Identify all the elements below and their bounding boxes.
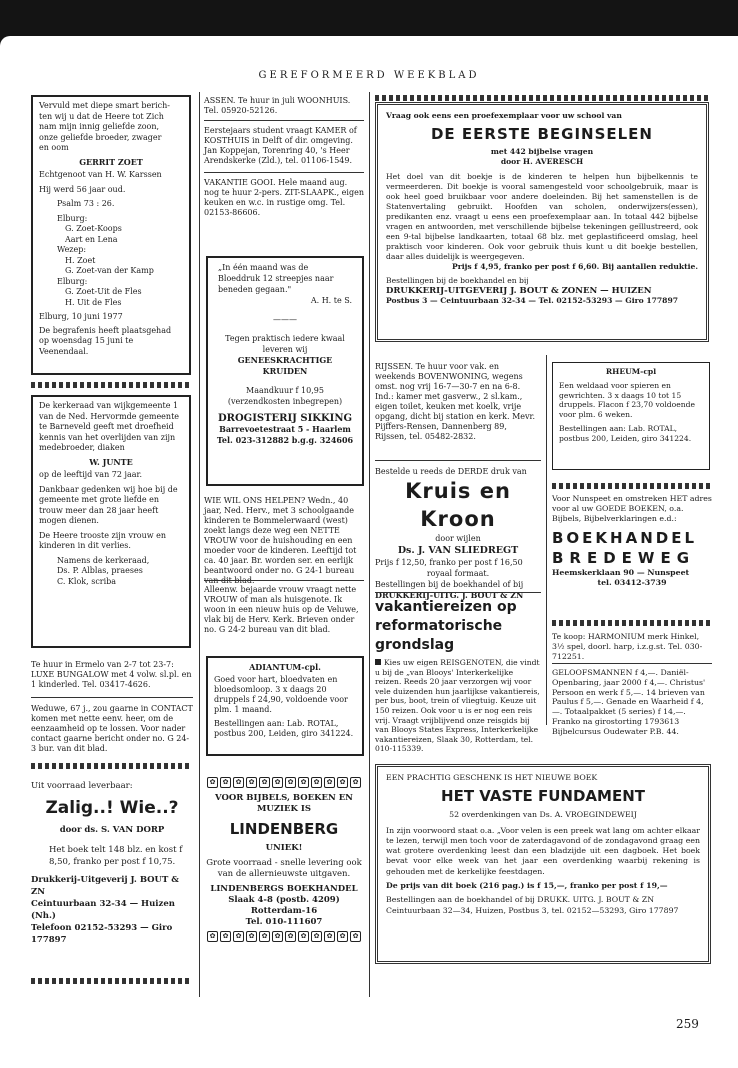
column-rule <box>546 355 547 725</box>
book-description: Het doel van dit boekje is de kinderen te helpen hun bijbelkennis te vermeerderen. Dit boekje is vooral samengesteld voor schoolgebruik, maar is ook heel goed bruikbaar voor andere doeleinden. Bij het samenstellen is de Statenvertaling gebruikt. Hoofden van scholen, onderwijzers(essen), predikanten enz. vraagt u eens een proefexemplaar aan. In totaal 442 bijbelse vragen en antwoorden, met verschillende bijbelse tekeningen geïllustreerd, ook een 9-tal bijbelse landkaarten, totaal 68 blz. met geplastificeerd omslag, heel praktisch voor kinderen. Ook voor gebruik thuis kunt u dit boekje bestellen, daar alles duidelijk is weergegeven. <box>386 172 698 261</box>
book-title: HET VASTE FUNDAMENT <box>441 787 645 806</box>
obituary-zoet <box>31 95 191 375</box>
psalm-line: Psalm 73 : 26. <box>57 199 115 208</box>
signoff-line: C. Klok, scriba <box>57 576 117 586</box>
format-line: royaal formaat. <box>426 569 490 578</box>
text-line: ten wij u dat de Heere tot Zich <box>39 111 164 121</box>
ad-boekhandel-bredeweg <box>552 494 712 588</box>
publisher-line: Drukkerij-Uitgeverij J. BOUT & ZN <box>31 875 179 897</box>
ad-student: Eerstejaars student vraagt KAMER of KOSTHUIS in Delft of dir. omgeving. Jan Koppejan, Torenring 40, 's Heer Arendskerke (Zld.), tel. 01106-1549. <box>204 126 357 165</box>
ad-lindenberg <box>204 777 364 942</box>
ad-divider <box>204 580 364 581</box>
ad-line: Tegen praktisch iedere kwaal <box>225 334 345 343</box>
ad-het-vaste-fundament <box>375 764 711 964</box>
ad-body-text: Kies uw eigen REISGENOTEN, die vindt u bij de „van Blooys' Interkerkelijke reizen. Reeds 20 jaar verzorgen wij voor vele duizenden hun jaarlijkse vakantiereis, per bus, boot, trein of vliegtuig. Keuze uit 150 reizen. Ook voor u is er nog een reis vrij. Vraagt vrijblijvend onze reisgids bij van Blooys States Express, Interkerkelijke vakantiereizen, Slaak 30, Rotterdam, tel. 010-115339. <box>375 658 540 754</box>
funeral-note: De begrafenis heeft plaatsgehad op woensdag 15 juni te Veenendaal. <box>39 325 172 356</box>
ad-eerste-beginselen <box>375 102 709 342</box>
ornament-divider <box>31 763 191 769</box>
family-member: Aart en Lena <box>65 234 118 244</box>
order-info: Bestellingen aan de boekhandel of bij DRUKK. UITG. J. BOUT & ZN Ceintuurbaan 32—34, Huizen, Postbus 3, tel. 02152—53293, Giro 177897 <box>386 895 679 915</box>
shop-phone: Tel. 023-312882 b.g.g. 324606 <box>216 435 354 445</box>
ad-alleenw: Alleenw. bejaarde vrouw vraagt nette VROUW of man als huisgenote. Ik woon in een nieuw huis op de Veluwe, vlak bij de Herv. Kerk. Brieven onder no. G 24-2 bureau van dit blad. <box>204 585 359 634</box>
ad-geloofsmannen: GELOOFSMANNEN f 4,—. Daniël-Openbaring, jaar 2000 f 4,—. Christus' Persoon en werk f 5,—. 14 brieven van Paulus f 5,—. Genade en Waarheid f 4,—. Totaalpakket (5 series) f 14,—. Franko na girostorting 1793613 Bijbelcursus Oudewater P.B. 44. <box>552 668 706 736</box>
shop-name: BREDEWEG <box>552 549 696 567</box>
shop-name: DROGISTERIJ SIKKING <box>217 413 353 424</box>
column-rule <box>369 92 370 997</box>
scan-page-edge <box>0 36 738 52</box>
family-member: H. Uit de Fles <box>65 297 122 307</box>
text-line: nam mijn innig geliefde zoon, <box>39 122 160 131</box>
text-line: Vervuld met diepe smart berich- <box>39 101 171 110</box>
deceased-name: W. JUNTE <box>89 456 133 467</box>
text-line: en oom <box>39 143 69 152</box>
book-subtitle: met 442 bijbelse vragen <box>490 147 594 156</box>
shop-phone: tel. 03412-3739 <box>597 578 667 587</box>
running-head: GEREFORMEERD WEEKBLAD <box>258 70 480 81</box>
ad-headline: vakantiereizen op reformatorische grondslag <box>375 599 517 653</box>
ad-body <box>375 658 541 754</box>
ad-vakantie-gooi: VAKANTIE GOOI. Hele maand aug. nog te huur 2-pers. ZIT-SLAAPK., eigen keuken en w.c. in rustige omg. Tel. 02153-86606. <box>204 178 364 217</box>
ad-divider <box>552 663 712 664</box>
publisher-contact: Postbus 3 — Ceintuurbaan 32-34 — Tel. 02152-53293 — Giro 177897 <box>386 296 679 305</box>
price-line: Maandkuur f 10,95 <box>246 386 324 395</box>
ad-divider <box>375 460 541 461</box>
family-member: H. Zoet <box>65 255 96 265</box>
shop-phone: Tel. 010-111607 <box>245 917 323 927</box>
publisher-line: DRUKKERIJ-UITG. J. BOUT & ZN <box>375 590 524 600</box>
ad-rijssen: RIJSSEN. Te huur voor vak. en weekends BOVENWONING, wegens omst. nog vrij 16-7—30-7 en na 6-8. Ind.: kamer met gasverw., 2 sl.kam., eigen toilet, keuken met koelk, vrije opgang, dicht bij station en kerk. Mevr. Pijffers-Rensen, Dannenberg 89, Rijssen, tel. 05482-2832. <box>375 362 536 441</box>
ad-intro: Bestelde u reeds de DERDE druk van <box>375 467 527 476</box>
book-title: DE EERSTE BEGINSELEN <box>430 125 653 143</box>
family-member: G. Zoet-Koops <box>65 224 122 233</box>
publisher-line: DRUKKERIJ-UITGEVERIJ J. BOUT & ZONEN — HUIZEN <box>386 286 652 296</box>
book-ad-zalig <box>31 780 193 946</box>
ad-ermelo: Te huur in Ermelo van 2-7 tot 23-7: LUXE BUNGALOW met 4 volw. sl.pl. en 1 kinderled. Tel. 03417-4626. <box>31 660 192 689</box>
ad-line: leveren wij <box>262 345 308 354</box>
book-by: door wijlen <box>435 534 481 543</box>
book-intro: Uit voorraad leverbaar: <box>31 781 133 791</box>
price-line: De prijs van dit boek (216 pag.) is f 15,—, franko per post f 19,— <box>386 881 668 891</box>
ad-wie-wil-ons-helpen: WIE WIL ONS HELPEN? Wedn., 40 jaar, Ned. Herv., met 3 schoolgaande kinderen te Bommelerwaard (west) zoekt langs deze weg een NETTE VROUW voor de huishouding en een moeder voor de kinderen. Leeftijd tot ca. 40 jaar. Br. worden ser. en eerlijk beantwoord onder no. G 24-1 bureau van dit blad. <box>204 496 357 585</box>
rosette-border: ✿ ✿ ✿ ✿ ✿ ✿ ✿ ✿ ✿ ✿ ✿ ✿ <box>204 777 364 788</box>
price-note: (verzendkosten inbegrepen) <box>227 397 343 406</box>
publisher-line: Ceintuurbaan 32-34 — Huizen (Nh.) <box>31 899 175 921</box>
ad-intro: Voor Nunspeet en omstreken HET adres voor al uw GOEDE BOEKEN, o.a. Bijbels, Bijbelverklaringen e.d.: <box>552 494 712 523</box>
ornament-divider <box>552 620 710 626</box>
ad-rheum <box>552 362 710 470</box>
ad-intro: EEN PRACHTIG GESCHENK IS HET NIEUWE BOEK <box>386 773 598 782</box>
ad-divider <box>375 592 541 593</box>
brand-name: LINDENBERG <box>229 820 339 838</box>
quote-author: A. H. te S. <box>310 296 352 305</box>
bullet-icon <box>375 659 381 665</box>
age-line: op de leeftijd van 72 jaar. <box>39 470 142 479</box>
signoff-line: Namens de kerkeraad, <box>57 555 150 565</box>
ornament-divider <box>31 978 191 984</box>
family-place: Elburg: <box>57 213 88 223</box>
shop-address: Heemskerklaan 90 — Nunspeet <box>552 568 690 577</box>
quote-text: „In één maand was de Bloeddruk 12 streepjes naar beneden gegaan." <box>218 263 334 294</box>
family-member: G. Zoet-van der Kamp <box>65 266 154 275</box>
shop-address: Barrevoetestraat 5 - Haarlem <box>219 424 351 434</box>
thanks-text: Dankbaar gedenken wij hoe bij de gemeente met grote liefde en trouw meer dan 28 jaar heeft mogen dienen. <box>39 484 178 525</box>
family-member: G. Zoet-Uit de Fles <box>65 287 142 296</box>
ad-assen: ASSEN. Te huur in juli WOONHUIS. Tel. 05920-52126. <box>204 96 351 115</box>
ad-intro: Vraag ook eens een proefexemplaar voor uw school van <box>386 111 622 120</box>
shop-name: BOEKHANDEL <box>552 529 698 547</box>
price-line: Prijs f 4,95, franko per post f 6,60. Bij aantallen reduktie. <box>452 262 698 271</box>
ad-divider <box>204 172 364 173</box>
publisher-line: Telefoon 02152-53293 — Giro 177897 <box>31 923 173 945</box>
column-rule <box>199 92 200 997</box>
spouse-line: Echtgenoot van H. W. Karssen <box>39 170 162 179</box>
page-number: 259 <box>676 1017 699 1031</box>
ad-line: GENEESKRACHTIGE <box>237 355 333 365</box>
ad-harmonium: Te koop: HARMONIUM merk Hinkel, 3½ spel, doorl. harp, i.z.g.st. Tel. 030-712251. <box>552 632 703 661</box>
ornament-divider <box>31 382 191 388</box>
book-desc: Het boek telt 148 blz. en kost f 8,50, franko per post f 10,75. <box>49 845 183 867</box>
ad-vakantiereizen <box>375 598 541 754</box>
family-place: Wezep: <box>57 245 87 254</box>
order-line: Bestellingen bij de boekhandel en bij <box>386 276 529 285</box>
ad-drogisterij-sikking <box>206 256 364 486</box>
family-place: Elburg: <box>57 276 88 286</box>
book-author: door ds. S. VAN DORP <box>59 825 165 835</box>
deceased-name: GERRIT ZOET <box>79 156 143 167</box>
text-line: onze geliefde broeder, zwager <box>39 132 162 142</box>
book-author: Ds. J. VAN SLIEDREGT <box>397 545 519 556</box>
product-desc: Een weldaad voor spieren en gewrichten. 3 x daags 10 tot 15 druppels. Flacon f 23,70 voldoende voor plm. 6 weken. <box>559 380 695 420</box>
ornament-divider <box>552 483 710 489</box>
obituary-date: Elburg, 10 juni 1977 <box>39 312 123 321</box>
product-name: ADIANTUM-cpl. <box>249 662 321 672</box>
ad-weduwe: Weduwe, 67 j., zou gaarne in CONTACT komen met nette eenv. heer, om de eenzaamheid op te lossen. Voor nader contact gaarne bericht onder no. G 24-3 bur. van dit blad. <box>31 704 193 753</box>
headline: VOOR BIJBELS, BOEKEN EN <box>215 793 353 803</box>
book-author: door H. AVERESCH <box>500 157 584 166</box>
shop-address: Slaak 4-8 (postb. 4209) Rotterdam-16 <box>228 895 340 916</box>
ad-divider <box>31 697 193 698</box>
age-line: Hij werd 56 jaar oud. <box>39 184 126 194</box>
ornament-divider <box>375 95 709 101</box>
obituary-intro: De kerkeraad van wijkgemeente 1 van de Ned. Hervormde gemeente te Barneveld geeft met droefheid kennis van het overlijden van zijn medebroeder, diaken <box>39 401 180 452</box>
obituary-junte <box>31 395 191 648</box>
order-line: Bestellingen bij de boekhandel of bij <box>375 580 524 589</box>
book-subtitle: 52 overdenkingen van Ds. A. VROEGINDEWEIJ <box>449 810 637 820</box>
separator: ——— <box>273 315 297 324</box>
ad-text: Grote voorraad - snelle levering ook van de allernieuwste uitgaven. <box>206 858 362 879</box>
tagline: UNIEK! <box>265 843 303 853</box>
ad-adiantum <box>206 656 364 756</box>
ad-kruis-en-kroon <box>375 466 541 601</box>
order-info: Bestellingen aan: Lab. ROTAL, postbus 200, Leiden, giro 341224. <box>559 423 692 443</box>
book-description: In zijn voorwoord staat o.a. „Voor velen is een preek wat lang om achter elkaar te lezen, terwijl men toch voor de zaterdagavond of de zondagavond graag een wat grotere overdenking leest dan een bladzijde uit een dagboek. Het boek bevat voor elke week van het jaar een overdenking waarbij rekening is gehouden met de kerkelijke feestdagen. <box>386 825 700 876</box>
signoff-line: Ds. P. Alblas, praeses <box>57 566 143 575</box>
ad-line: KRUIDEN <box>262 366 308 376</box>
book-title: Zalig..! Wie..? <box>45 798 179 818</box>
product-name: RHEUM-cpl <box>605 367 657 376</box>
order-info: Bestellingen aan: Lab. ROTAL, postbus 200, Leiden, giro 341224. <box>214 719 354 738</box>
headline: MUZIEK IS <box>257 804 311 814</box>
rosette-border: ✿ ✿ ✿ ✿ ✿ ✿ ✿ ✿ ✿ ✿ ✿ ✿ <box>204 931 364 942</box>
shop-name: LINDENBERGS BOEKHANDEL <box>210 884 358 894</box>
product-desc: Goed voor hart, bloedvaten en bloedsomloop. 3 x daags 20 druppels f 24,90, voldoende voor plm. 1 maand. <box>214 675 348 714</box>
book-title: Kruis en Kroon <box>405 479 511 531</box>
price-line: Prijs f 12,50, franko per post f 16,50 <box>375 558 523 567</box>
ad-divider <box>204 120 364 121</box>
comfort-text: De Heere trooste zijn vrouw en kinderen in dit verlies. <box>39 530 167 550</box>
